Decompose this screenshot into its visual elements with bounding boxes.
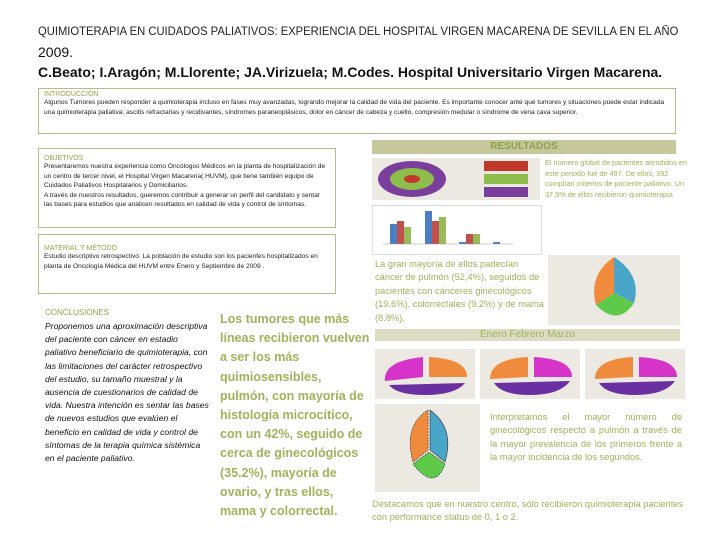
objetivos-text-2: A través de nuestros resultados, queremos contribuir a generar un perfil del candidato y sentar las bases para estudios que analicen resultados en calidad de vida y control de síntomas. bbox=[44, 191, 320, 208]
pie-chart-marzo bbox=[585, 349, 685, 399]
objetivos-text-1: Presentaremos nuestra experiencia como Oncólogos Médicos en la planta de hospitalización de un centro de tercer nivel, el Hospital Virgen Macarena( HUVM), que tiene también equipo de Cuidados Paliativos Hospitalarios y Domiciliarios. bbox=[44, 163, 326, 189]
donut-chart-image bbox=[372, 158, 540, 200]
intro-label: INTRODUCCIÓN bbox=[44, 91, 99, 98]
poster-title: QUIMIOTERAPIA EN CUIDADOS PALIATIVOS: EXPERIENCIA DEL HOSPITAL VIRGEN MACARENA DE SEVILLA EN EL AÑO bbox=[38, 26, 679, 38]
resultados-header: RESULTADOS bbox=[372, 140, 676, 154]
pie-chart-enero bbox=[375, 349, 475, 399]
interpret-text: Interpretamos el mayor número de ginecológicos respecto a pulmón a través de la mayor prevalencia de los primeros frente a la mayor incidencia de los segundos. bbox=[490, 412, 682, 463]
objetivos-section bbox=[38, 148, 336, 228]
material-text: Estudio descriptivo retrospectivo. La población de estudio son los pacientes hospitalizados en planta de Oncología Médica del HUVM entre Enero y Septiembre de 2009 . bbox=[44, 253, 318, 270]
conclusiones-text: Proponemos una aproximación descriptiva del paciente con cáncer en estadio paliativo beneficiario de quimioterapia, con las limitaciones del carácter retrospectivo del estudio, su tamaño muestral y la ausencia de cuestionarios de calidad de vida. Nuestra intención es sentar las bases de nuevos estudios que evalúen el beneficio en calidad de vida y control de síntomas de la terapia química sistémica en el paciente paliativo. bbox=[45, 321, 209, 464]
pie-chart-small-image bbox=[375, 404, 480, 492]
tumores-text: Los tumores que más líneas recibieron vuelven a ser los más quimiosensibles, pulmón, con mayoría de histología microcítico, con un 42%, seguido de cerca de ginecológicos (35.2%), mayoría de ovario, y tras ellos, mama y colorrectal. bbox=[220, 312, 370, 519]
global-patients-text: El número global de pacientes atendidos en este periodo fue de 497. De ellos, 392 cumplían criterios de paciente paliativo. Un 37.5% de ellos recibieron quimioterapia bbox=[545, 158, 687, 199]
intro-text: Algunos Tumores pueden responder a quimioterapia incluso en fases muy avanzadas, logrando mejorar la calidad de vida del paciente. Es importante conocer ante qué tumores y situaciones puede estar indicada una quimioterapia paliativa: ascitis refractarias y recidivantes, síndromes paraneoplásicos, dolor en cáncer de cabeza y cuello, compresión medular o síndrome de vena cava superior. bbox=[44, 99, 665, 116]
poster-year: 2009. bbox=[38, 44, 74, 60]
destacamos-text: Destacamos que en nuestro centro, sólo recibieron quimioterapia pacientes con performance status de 0, 1 o 2. bbox=[372, 499, 684, 523]
conclusiones-label: CONCLUSIONES bbox=[45, 308, 110, 317]
months-header: Enero Febrero Marzo bbox=[375, 329, 680, 341]
pie-chart-febrero bbox=[480, 349, 580, 399]
bar-chart-image bbox=[372, 205, 542, 255]
material-section bbox=[38, 234, 336, 294]
mayoria-text: La gran mayoría de ellos padecían cáncer de pulmón (52,4%), seguidos de pacientes con cánceres ginécológicos (19.6%), colorrectales (9.2%) y de mama (8.8%). bbox=[375, 259, 544, 323]
objetivos-label: OBJETIVOS bbox=[44, 155, 84, 162]
poster-authors: C.Beato; I.Aragón; M.Llorente; JA.Virizuela; M.Codes. Hospital Universitario Virgen Macarena. bbox=[38, 64, 663, 80]
intro-section bbox=[38, 88, 676, 134]
pie-chart-image bbox=[548, 255, 680, 325]
material-label: MATERIAL Y MÉTODO bbox=[44, 245, 118, 252]
